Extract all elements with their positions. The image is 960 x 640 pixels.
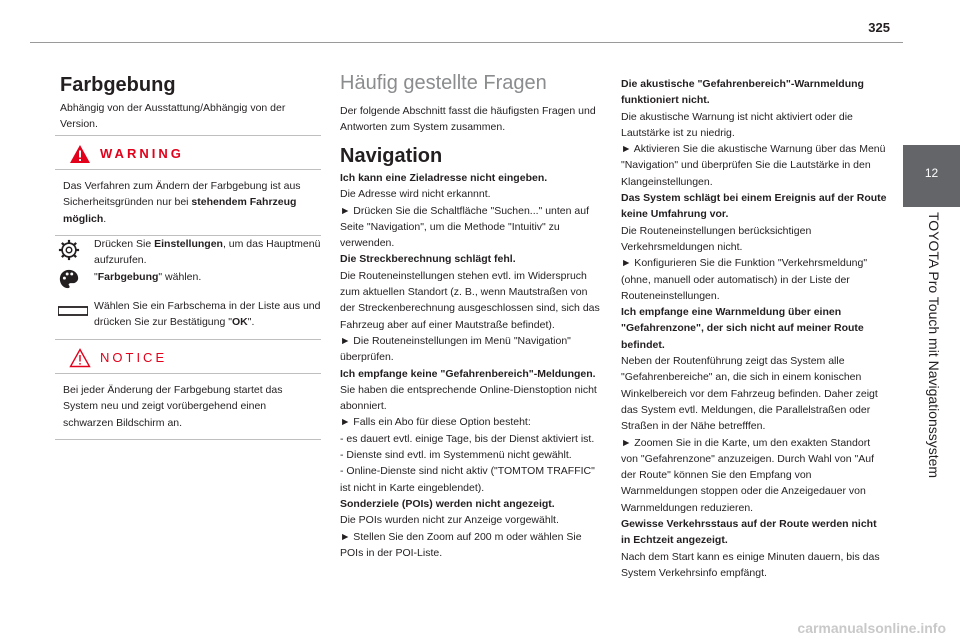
step2-ok: OK [231, 316, 248, 329]
faq-question: Sonderziele (POIs) werden nicht angezeigt. [340, 497, 555, 510]
step2-a: Wählen Sie ein Farbschema in der Liste aus und drücken Sie zur Bestätigung " [94, 300, 321, 329]
faq-question: Das System schlägt bei einem Ereignis auf der Route keine Umfahrung vor. [621, 192, 887, 221]
faq-answer: Die akustische Warnung ist nicht aktiviert oder die Lautstärke ist zu niedrig. [621, 110, 853, 139]
warning-header [55, 136, 321, 170]
faq-question: Ich empfange keine "Gefahrenbereich"-Meldungen. [340, 367, 596, 380]
step-select [58, 298, 324, 334]
footer-watermark: carmanualsonline.info [797, 620, 946, 636]
faq-solution: ► Zoomen Sie in die Karte, um den exakten Standort von "Gefahrenzone" anzuzeigen. Durch Wahl von "Auf der Route" können Sie den Empfang von Warnmeldungen stoppen oder die Anzeigedauer von Warnmeldungen reduzieren. [621, 436, 875, 514]
chapter-number: 12 [924, 166, 939, 180]
faq-solution: ► Stellen Sie den Zoom auf 200 m oder wählen Sie POIs in der POI-Liste. [340, 530, 582, 559]
faq-answer: Nach dem Start kann es einige Minuten dauern, bis das System Verkehrsinfo empfängt. [621, 550, 880, 579]
faq-answer: Sie haben die entsprechende Online-Dienstoption nicht abonniert. [340, 383, 597, 413]
notice-label: NOTICE [100, 350, 168, 365]
navigation-faq [340, 170, 604, 561]
faq-question: Die Streckberechnung schlägt fehl. [340, 253, 516, 266]
warning-text-b: stehendem Fahrzeug möglich [63, 196, 297, 225]
faq-question: Ich kann eine Zieladresse nicht eingeben. [340, 172, 548, 184]
section-title-faq: Häufig gestellte Fragen [340, 72, 547, 94]
faq-question: Die akustische "Gefahrenbereich"-Warnmeldung funktioniert nicht. [621, 78, 864, 107]
warning-body [55, 170, 321, 235]
faq-answer: Neben der Routenführung zeigt das System alle "Gefahrenbereiche" an, die sich in einem konischen Winkelbereich vor dem Fahrzeug befinden. Daher zeigt das System evtl. Meldungen, die Parallelstraßen oder Straßen in der Nähe betrefffen. [621, 355, 878, 433]
notice-body: Bei jeder Änderung der Farbgebung startet das System neu und zeigt vorübergehend einen schwarzen Bildschirm an. [63, 384, 283, 429]
faq-list-item: - Dienste sind evtl. im Systemmenü nicht gewählt. [340, 449, 572, 462]
faq-solution: ► Konfigurieren Sie die Funktion "Verkehrsmeldung" (ohne, manuell oder automatisch) in der Liste der Routeneinstellungen. [621, 257, 868, 302]
navigation-faq-continued [621, 76, 887, 581]
step1-a: Drücken Sie [94, 238, 155, 250]
warning-text-a: Das Verfahren zum Ändern der Farbgebung ist aus Sicherheitsgründen nur bei [63, 180, 301, 209]
farbgebung-intro: Abhängig von der Ausstattung/Abhängig von der Version. [60, 102, 286, 131]
faq-solution: ► Falls ein Abo für diese Option besteht: [340, 416, 531, 429]
faq-answer: Die Routeneinstellungen stehen evtl. im Widerspruch zum aktuellen Standort (z. B., wenn Mautstraßen von der Streckenberechnung ausgeschlossen sind, sich das Fahrzeug aber auf einer Mautstraße befindet). [340, 269, 600, 331]
faq-question: Gewisse Verkehrsstaus auf der Route werden nicht in Echtzeit angezeigt. [621, 518, 877, 547]
faq-answer: Die Adresse wird nicht erkannnt. [340, 188, 491, 201]
faq-solution: ► Die Routeneinstellungen im Menü "Navigation" überprüfen. [340, 334, 571, 364]
step2-c: ". [247, 316, 255, 329]
top-rule [30, 42, 903, 43]
notice-icon [69, 348, 91, 368]
list-icon [58, 306, 88, 316]
faq-list-item: - es dauert evtl. einige Tage, bis der Dienst aktiviert ist. [340, 432, 595, 445]
step-settings-text [94, 236, 324, 285]
faq-list-item: - Online-Dienste sind nicht aktiv ("TOMTOM TRAFFIC" ist nicht in Karte eingeblendet). [340, 465, 595, 494]
chapter-title: TOYOTA Pro Touch mit Navigationssystem [925, 212, 942, 479]
chapter-title-vertical [903, 212, 960, 612]
gear-icon [58, 239, 80, 261]
faq-solution: ► Drücken Sie die Schaltfläche "Suchen..." unten auf Seite "Navigation", um die Methode "Intuitiv" zu verwenden. [340, 204, 589, 250]
page-number: 325 [868, 20, 890, 35]
faq-question: Ich empfange eine Warnmeldung über einen "Gefahrenzone", der sich nicht auf meiner Route befindet. [621, 306, 864, 351]
step1-einstellungen: Einstellungen [154, 238, 223, 250]
notice-header [55, 340, 321, 374]
warning-box [55, 135, 321, 236]
faq-answer: Die POIs wurden nicht zur Anzeige vorgewählt. [340, 514, 559, 527]
warning-text-c: . [103, 212, 107, 225]
section-title-farbgebung: Farbgebung [60, 74, 176, 96]
warning-label: WARNING [100, 146, 184, 161]
faq-solution: ► Aktivieren Sie die akustische Warnung über das Menü "Navigation" und überprüfen Sie die Lautstärke in den Klangeinstellungen. [621, 143, 886, 188]
faq-answer: Die Routeneinstellungen berücksichtigen Verkehrsmeldungen nicht. [621, 224, 812, 253]
step-settings [58, 236, 324, 296]
warning-icon [69, 144, 91, 164]
step1-d: " [94, 270, 98, 283]
section-title-navigation: Navigation [340, 145, 443, 167]
step1-farbgebung: Farbgebung [97, 270, 159, 283]
notice-box [55, 339, 321, 440]
step-select-text [94, 298, 324, 331]
faq-intro: Der folgende Abschnitt fasst die häufigsten Fragen und Antworten zum System zusammen. [340, 105, 596, 134]
step1-f: " wählen. [158, 270, 202, 283]
step1-c: , um das Hauptmenü aufzurufen. [94, 238, 321, 267]
palette-icon [58, 268, 80, 290]
